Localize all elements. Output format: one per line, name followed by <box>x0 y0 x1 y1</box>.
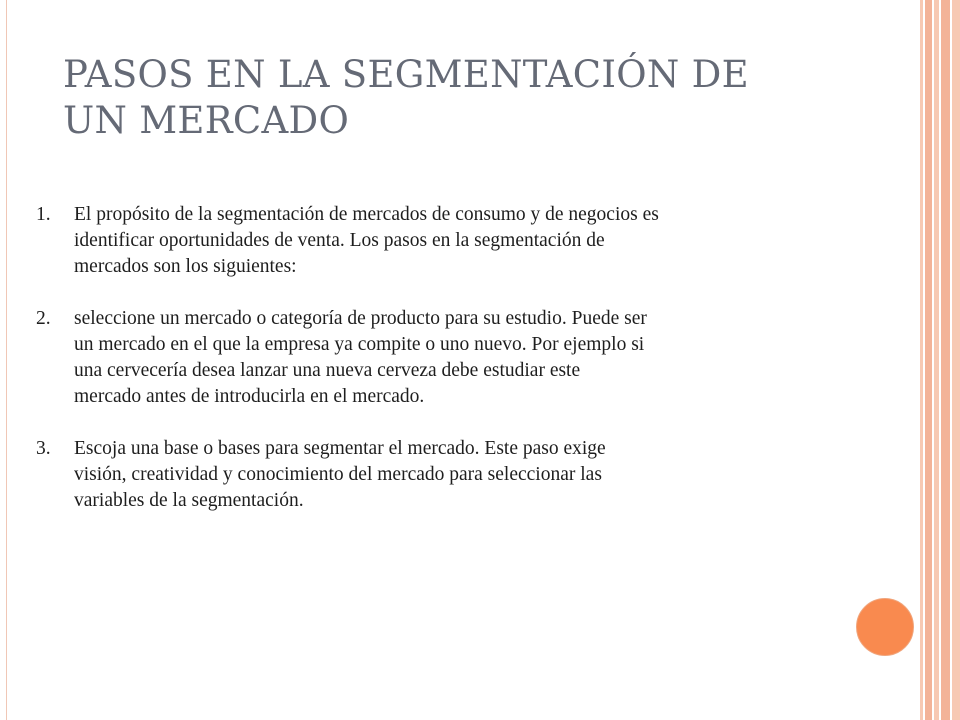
stripe-2 <box>925 0 932 720</box>
stripe-3 <box>934 0 939 720</box>
stripe-4 <box>941 0 950 720</box>
list-item <box>36 436 896 514</box>
stripe-1 <box>920 0 923 720</box>
list-item <box>36 306 896 410</box>
list-item <box>36 202 896 280</box>
list-item-text: El propósito de la segmentación de mercados de consumo y de negocios es identificar oportunidades de venta. Los pasos en la segmentación de mercados son los siguientes: <box>74 204 659 277</box>
list-item-number: 2. <box>36 308 51 329</box>
steps-list <box>36 202 896 540</box>
slide-title-line-2: UN MERCADO <box>63 99 350 142</box>
stripe-5 <box>952 0 960 720</box>
list-item-text: Escoja una base o bases para segmentar el mercado. Este paso exige visión, creatividad y conocimiento del mercado para seleccionar las variables de la segmentación. <box>74 438 606 511</box>
decorative-stripes <box>920 0 960 720</box>
slide-title-line-1: PASOS EN LA SEGMENTACIÓN DE <box>63 53 749 96</box>
accent-circle <box>856 598 914 656</box>
list-item-text: seleccione un mercado o categoría de producto para su estudio. Puede ser un mercado en el que la empresa ya compite o uno nuevo. Por ejemplo si una cervecería desea lanzar una nueva cerveza debe estudiar este mercado antes de introducirla en el mercado. <box>74 308 647 407</box>
list-item-number: 1. <box>36 204 51 225</box>
slide-title <box>63 52 883 144</box>
list-item-number: 3. <box>36 438 51 459</box>
